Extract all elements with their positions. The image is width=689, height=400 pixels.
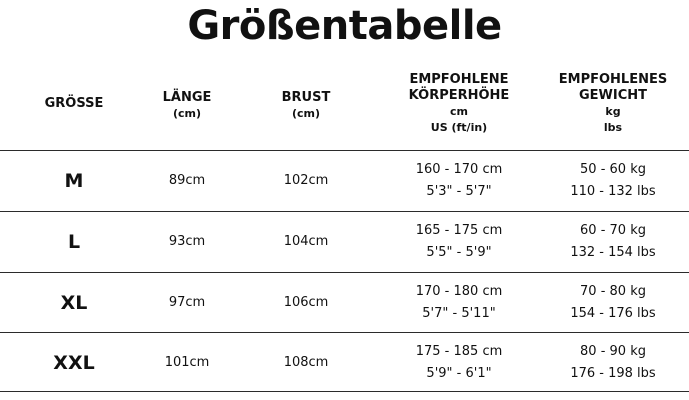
height-cm: 175 - 185 cm [415, 344, 503, 359]
table-row [0, 150, 689, 211]
header-length-unit: (cm) [172, 107, 202, 120]
table-header [0, 68, 689, 150]
height-us: 5'3" - 5'7" [426, 184, 492, 199]
page-title: Größentabelle [187, 3, 502, 49]
header-length-label: LÄNGE [162, 90, 212, 105]
weight-kg: 50 - 60 kg [580, 162, 646, 177]
weight-kg: 60 - 70 kg [580, 223, 646, 238]
weight-lbs: 176 - 198 lbs [570, 366, 656, 381]
header-weight-label-1: EMPFOHLENES [558, 72, 668, 87]
height-us: 5'7" - 5'11" [422, 306, 496, 321]
table-bottom-rule [0, 391, 689, 392]
table-row [0, 332, 689, 393]
size-cell: XXL [53, 352, 95, 374]
height-cell [384, 333, 534, 393]
header-chest-label: BRUST [281, 90, 331, 105]
header-weight-unit-lbs: lbs [603, 121, 623, 134]
height-cm: 165 - 175 cm [415, 223, 503, 238]
header-height-unit-cm: cm [450, 105, 468, 118]
weight-cell [538, 273, 688, 333]
header-height-unit-us: US (ft/in) [430, 121, 488, 134]
chest-cell: 104cm [283, 234, 329, 249]
weight-kg: 70 - 80 kg [580, 284, 646, 299]
chest-cell: 108cm [283, 355, 329, 370]
height-us: 5'5" - 5'9" [426, 245, 492, 260]
header-weight-unit-kg: kg [605, 105, 621, 118]
header-chest-unit: (cm) [291, 107, 321, 120]
weight-cell [538, 333, 688, 393]
weight-kg: 80 - 90 kg [580, 344, 646, 359]
length-cell: 93cm [168, 234, 206, 249]
height-cell [384, 151, 534, 211]
length-cell: 97cm [168, 295, 206, 310]
weight-cell [538, 212, 688, 272]
header-size-label: GRÖSSE [44, 96, 104, 111]
size-cell: M [64, 170, 84, 192]
chest-cell: 106cm [283, 295, 329, 310]
header-height [384, 68, 534, 150]
chest-cell: 102cm [283, 173, 329, 188]
header-weight [538, 68, 688, 150]
size-cell: XL [60, 292, 88, 314]
height-cm: 160 - 170 cm [415, 162, 503, 177]
height-us: 5'9" - 6'1" [426, 366, 492, 381]
size-cell: L [67, 231, 81, 253]
header-weight-label-2: GEWICHT [578, 88, 647, 103]
height-cell [384, 212, 534, 272]
table-row [0, 272, 689, 333]
height-cell [384, 273, 534, 333]
header-height-label-1: EMPFOHLENE [409, 72, 509, 87]
weight-lbs: 132 - 154 lbs [570, 245, 656, 260]
weight-lbs: 154 - 176 lbs [570, 306, 656, 321]
length-cell: 101cm [164, 355, 210, 370]
height-cm: 170 - 180 cm [415, 284, 503, 299]
table-row [0, 211, 689, 272]
length-cell: 89cm [168, 173, 206, 188]
weight-cell [538, 151, 688, 211]
header-height-label-2: KÖRPERHÖHE [408, 88, 510, 103]
header-chest [232, 68, 380, 150]
weight-lbs: 110 - 132 lbs [570, 184, 656, 199]
